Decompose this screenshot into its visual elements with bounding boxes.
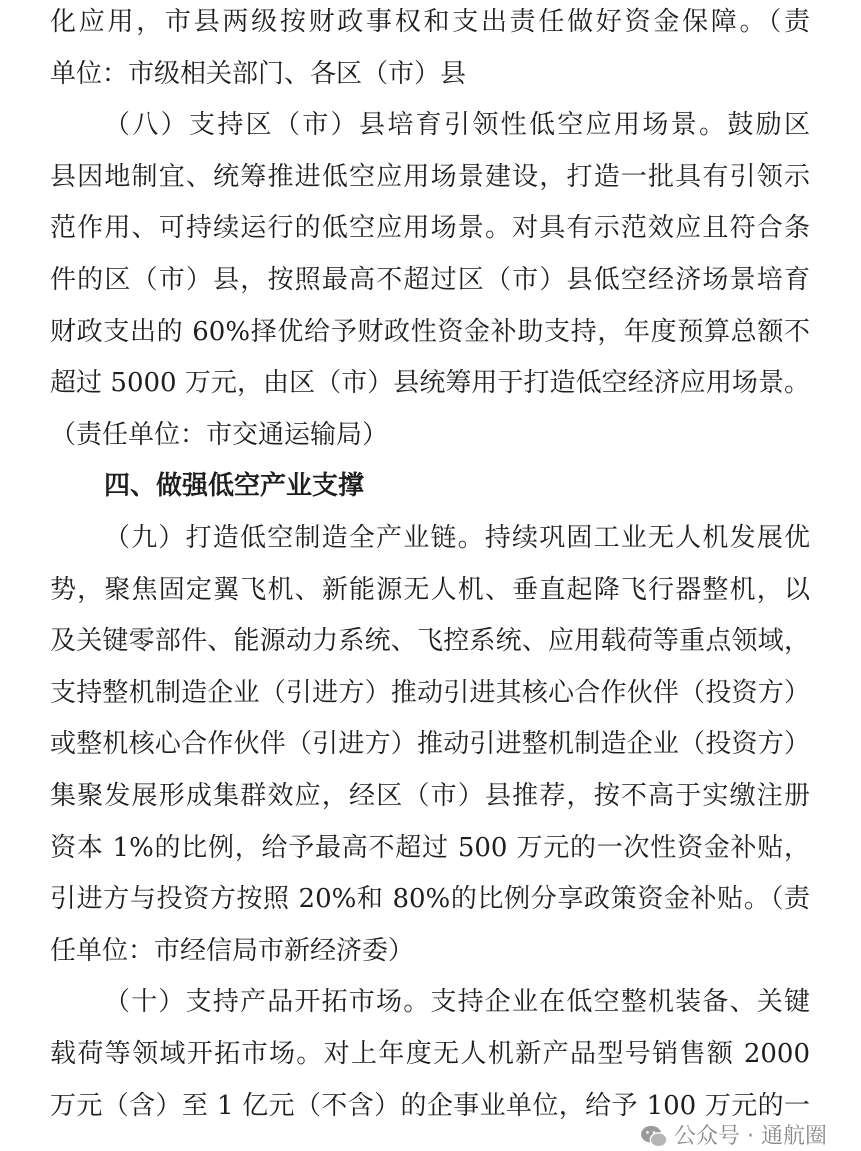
watermark (640, 1124, 827, 1150)
paragraph-start-line: （九）打造低空制造全产业链。持续巩固工业无人机发展优 (104, 523, 810, 553)
text-line: 势，聚焦固定翼飞机、新能源无人机、垂直起降飞行器整机，以 (50, 575, 810, 605)
text-line: 财政支出的 60%择优给予财政性资金补助支持，年度预算总额不 (50, 317, 810, 347)
watermark-text: 公众号 · 通航圈 (674, 1124, 827, 1149)
paragraph-start-line: （十）支持产品开拓市场。支持企业在低空整机装备、关键 (104, 987, 810, 1017)
text-line: 超过 5000 万元，由区（市）县统筹用于打造低空经济应用场景。 (50, 368, 810, 398)
text-line: 及关键零部件、能源动力系统、飞控系统、应用载荷等重点领域， (50, 626, 810, 656)
text-line: 支持整机制造企业（引进方）推动引进其核心合作伙伴（投资方） (50, 678, 810, 708)
text-line: 单位：市级相关部门、各区（市）县 (50, 59, 467, 89)
section-heading: 四、做强低空产业支撑 (104, 471, 365, 501)
paragraph-start-line: （八）支持区（市）县培育引领性低空应用场景。鼓励区 (104, 110, 810, 140)
text-line: 件的区（市）县，按照最高不超过区（市）县低空经济场景培育 (50, 265, 810, 295)
text-line: 引进方与投资方按照 20%和 80%的比例分享政策资金补贴。（责 (50, 884, 810, 914)
text-line: 县因地制宜、统筹推进低空应用场景建设，打造一批具有引领示 (50, 162, 810, 192)
wechat-icon (640, 1125, 668, 1149)
text-line: 万元（含）至 1 亿元（不含）的企事业单位，给予 100 万元的一 (50, 1091, 810, 1121)
text-line: （责任单位：市交通运输局） (50, 420, 389, 450)
text-line: 资本 1%的比例，给予最高不超过 500 万元的一次性资金补贴， (50, 833, 810, 863)
text-line: 载荷等领域开拓市场。对上年度无人机新产品型号销售额 2000 (50, 1039, 810, 1069)
text-line: 或整机核心合作伙伴（引进方）推动引进整机制造企业（投资方） (50, 729, 810, 759)
text-line: 任单位：市经信局市新经济委） (50, 936, 415, 966)
text-line: 范作用、可持续运行的低空应用场景。对具有示范效应且符合条 (50, 213, 810, 243)
text-line: 集聚发展形成集群效应，经区（市）县推荐，按不高于实缴注册 (50, 781, 810, 811)
text-line: 化应用，市县两级按财政事权和支出责任做好资金保障。（责 (50, 7, 810, 37)
